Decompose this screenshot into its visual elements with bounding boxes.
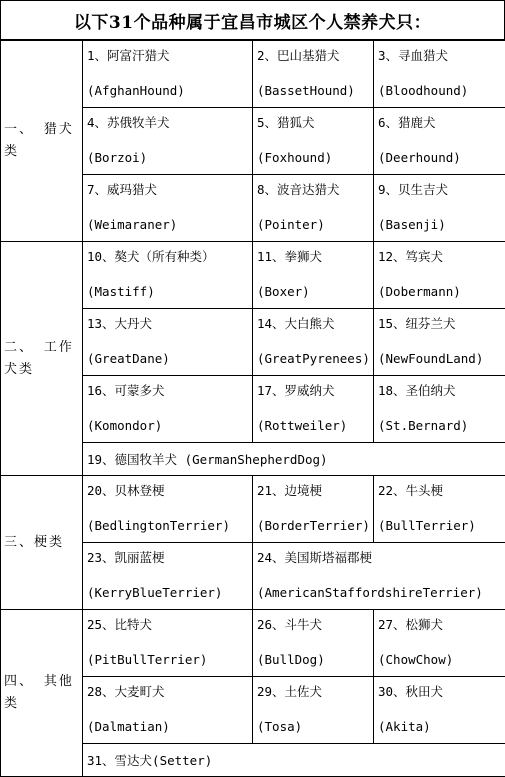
breed-en: (Weimaraner) (87, 208, 248, 241)
breed-table (0, 40, 505, 777)
breed-cell (83, 108, 253, 175)
breed-en: (Dalmatian) (87, 710, 248, 743)
category-other: 四、 其他类 (1, 610, 83, 777)
breed-cell (253, 677, 374, 744)
breed-cell-wide: 31、雪达犬(Setter) (83, 744, 505, 777)
breed-cell (253, 242, 374, 309)
table-row (1, 41, 505, 108)
breed-en: (GreatPyrenees) (257, 342, 369, 375)
breed-en: (Komondor) (87, 409, 248, 442)
category-working: 二、 工作犬类 (1, 242, 83, 476)
breed-cn: 26、斗牛犬 (257, 610, 369, 643)
breed-cn: 24、美国斯塔福郡梗 (257, 543, 501, 576)
breed-en: (PitBullTerrier) (87, 643, 248, 676)
breed-en: (Pointer) (257, 208, 369, 241)
breed-cn: 1、阿富汗猎犬 (87, 41, 248, 74)
breed-en: (BullTerrier) (378, 509, 501, 542)
breed-cell-wide (253, 543, 505, 610)
breed-cell (374, 309, 505, 376)
breed-en: (Boxer) (257, 275, 369, 308)
breed-cell (83, 242, 253, 309)
breed-en: (Basenji) (378, 208, 501, 241)
breed-cn: 5、猎狐犬 (257, 108, 369, 141)
breed-cn: 11、拳狮犬 (257, 242, 369, 275)
breed-cn: 28、大麦町犬 (87, 677, 248, 710)
breed-en: (BedlingtonTerrier) (87, 509, 248, 542)
breed-cn: 12、笃宾犬 (378, 242, 501, 275)
breed-en: (Dobermann) (378, 275, 501, 308)
breed-cell (253, 476, 374, 543)
breed-en: (Rottweiler) (257, 409, 369, 442)
breed-cn: 10、獒犬（所有种类） (87, 242, 248, 275)
breed-cn: 2、巴山基猎犬 (257, 41, 369, 74)
breed-cn: 6、猎鹿犬 (378, 108, 501, 141)
breed-en: (AfghanHound) (87, 74, 248, 107)
breed-cn: 3、寻血猎犬 (378, 41, 501, 74)
breed-cn: 30、秋田犬 (378, 677, 501, 710)
breed-cn: 8、波音达猎犬 (257, 175, 369, 208)
breed-cell (83, 677, 253, 744)
breed-cell (253, 175, 374, 242)
breed-en: (Foxhound) (257, 141, 369, 174)
breed-en: (ChowChow) (378, 643, 501, 676)
breed-en: (AmericanStaffordshireTerrier) (257, 576, 501, 609)
breed-cell (83, 41, 253, 108)
breed-cell (83, 376, 253, 443)
breed-cell (374, 242, 505, 309)
breed-cn: 22、牛头梗 (378, 476, 501, 509)
table-row (1, 476, 505, 543)
breed-cell (374, 610, 505, 677)
breed-cn: 27、松狮犬 (378, 610, 501, 643)
breed-cn: 25、比特犬 (87, 610, 248, 643)
breed-en: (St.Bernard) (378, 409, 501, 442)
breed-en: (BullDog) (257, 643, 369, 676)
breed-en: (BorderTerrier) (257, 509, 369, 542)
breed-en: (NewFoundLand) (378, 342, 501, 375)
breed-cell (253, 41, 374, 108)
breed-en: (Mastiff) (87, 275, 248, 308)
document-title: 以下31个品种属于宜昌市城区个人禁养犬只： (0, 0, 505, 40)
breed-cell (253, 610, 374, 677)
breed-cn: 18、圣伯纳犬 (378, 376, 501, 409)
breed-en: (Deerhound) (378, 141, 501, 174)
breed-cell (83, 476, 253, 543)
breed-en: (Akita) (378, 710, 501, 743)
table-row (1, 610, 505, 677)
breed-cell (83, 309, 253, 376)
breed-cn: 13、大丹犬 (87, 309, 248, 342)
breed-cell (374, 677, 505, 744)
breed-cn: 17、罗威纳犬 (257, 376, 369, 409)
breed-cell (83, 175, 253, 242)
breed-cn: 14、大白熊犬 (257, 309, 369, 342)
category-terrier: 三、梗类 (1, 476, 83, 610)
breed-cn: 9、贝生吉犬 (378, 175, 501, 208)
breed-en: (Bloodhound) (378, 74, 501, 107)
breed-cell (374, 476, 505, 543)
breed-en: (KerryBlueTerrier) (87, 576, 248, 609)
breed-cn: 4、苏俄牧羊犬 (87, 108, 248, 141)
breed-cell-wide: 19、德国牧羊犬 (GermanShepherdDog) (83, 443, 505, 476)
breed-cn: 21、边境梗 (257, 476, 369, 509)
breed-cell (253, 108, 374, 175)
breed-cn: 16、可蒙多犬 (87, 376, 248, 409)
breed-cell (253, 376, 374, 443)
breed-cn: 7、威玛猎犬 (87, 175, 248, 208)
breed-cn: 23、凯丽蓝梗 (87, 543, 248, 576)
breed-cell (374, 175, 505, 242)
breed-cell (374, 108, 505, 175)
breed-en: (Tosa) (257, 710, 369, 743)
breed-cell (253, 309, 374, 376)
table-row (1, 242, 505, 309)
breed-cn: 29、土佐犬 (257, 677, 369, 710)
breed-cell (83, 610, 253, 677)
breed-en: (GreatDane) (87, 342, 248, 375)
breed-en: (BassetHound) (257, 74, 369, 107)
category-hunting: 一、 猎犬类 (1, 41, 83, 242)
breed-cn: 20、贝林登梗 (87, 476, 248, 509)
breed-en: (Borzoi) (87, 141, 248, 174)
breed-cell (374, 41, 505, 108)
breed-cn: 15、纽芬兰犬 (378, 309, 501, 342)
breed-cell (374, 376, 505, 443)
breed-cell (83, 543, 253, 610)
